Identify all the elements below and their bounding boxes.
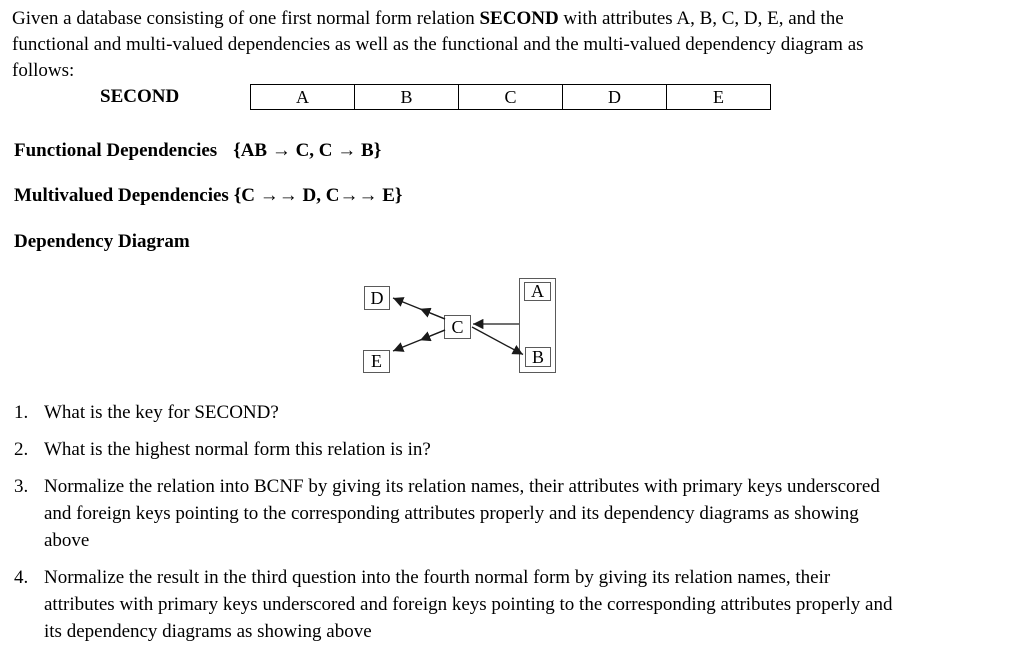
question-4-text: Normalize the result in the third question into the fourth normal form by giving its relation names, their attributes with primary keys underscored and foreign keys pointing to the corresponding attributes properly and its dependency diagrams as showing above	[44, 567, 893, 642]
attribute-cell-d: D	[563, 85, 667, 110]
relation-name-label: SECOND	[100, 86, 180, 107]
edge-c-to-e	[393, 330, 445, 351]
question-list	[14, 399, 907, 646]
functional-dependencies-set: {AB → C, C → B}	[233, 140, 382, 161]
node-d: D	[364, 286, 390, 310]
question-3	[14, 473, 907, 554]
edge-c-to-b	[472, 327, 523, 355]
dependency-diagram-heading: Dependency Diagram	[14, 231, 190, 252]
multivalued-dependencies-label: Multivalued Dependencies	[14, 185, 229, 206]
question-3-text: Normalize the relation into BCNF by giving its relation names, their attributes with primary keys underscored and foreign keys pointing to the corresponding attributes properly and its dependency diagrams as showing above	[44, 476, 880, 551]
attribute-cell-a: A	[251, 85, 355, 110]
question-3-number: 3.	[14, 476, 29, 497]
intro-relation-name: SECOND	[479, 8, 559, 29]
question-1-number: 1.	[14, 402, 29, 423]
edge-c-to-d-mid-arrowhead	[420, 309, 445, 319]
question-1-text: What is the key for SECOND?	[44, 402, 279, 423]
question-2-text: What is the highest normal form this relation is in?	[44, 439, 431, 460]
node-a: A	[524, 282, 551, 301]
table-row	[251, 85, 771, 110]
relation-attribute-table	[250, 84, 771, 110]
question-4-number: 4.	[14, 567, 29, 588]
node-b: B	[525, 347, 551, 367]
attribute-cell-c: C	[459, 85, 563, 110]
node-e: E	[363, 350, 390, 373]
relation-table-section	[100, 84, 771, 110]
intro-text-before: Given a database consisting of one first normal form relation	[12, 8, 480, 29]
functional-dependencies-line	[14, 140, 381, 162]
multivalued-dependencies-set: {C →→ D, C→→ E}	[233, 185, 403, 206]
edge-c-to-e-mid-arrowhead	[420, 330, 445, 340]
node-c: C	[444, 315, 471, 339]
question-4	[14, 564, 907, 645]
functional-dependencies-label: Functional Dependencies	[14, 140, 218, 161]
question-2	[14, 436, 907, 463]
edge-c-to-d	[393, 298, 445, 319]
intro-paragraph	[12, 6, 905, 84]
dependency-diagram	[340, 270, 580, 385]
attribute-cell-e: E	[667, 85, 771, 110]
question-2-number: 2.	[14, 439, 29, 460]
question-1	[14, 399, 907, 426]
intro-text-after: with attributes A, B, C, D, E, and the functional and multi-valued dependencies as well as the functional and the multi-valued dependency diagram as follows:	[12, 8, 864, 81]
attribute-cell-b: B	[355, 85, 459, 110]
multivalued-dependencies-line	[14, 185, 402, 207]
